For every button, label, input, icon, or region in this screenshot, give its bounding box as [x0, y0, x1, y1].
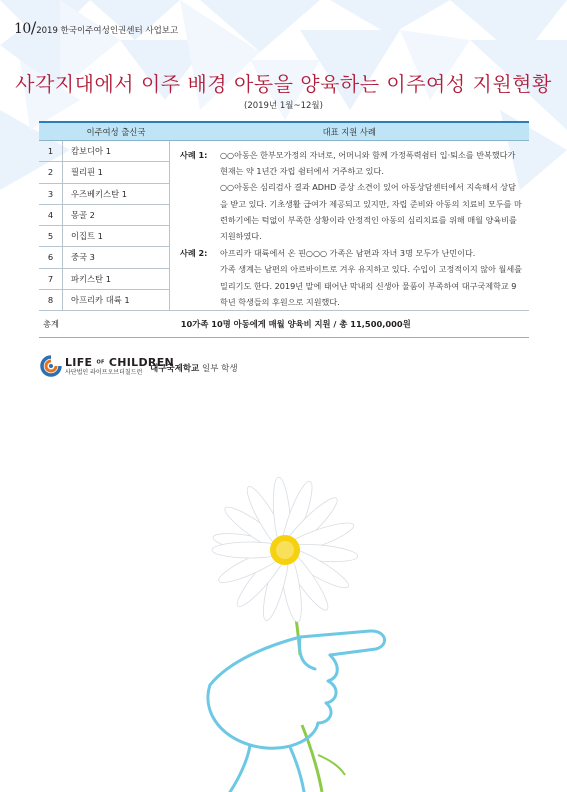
row-country: 아프리카 대륙 1: [63, 289, 170, 310]
row-number: 6: [39, 247, 63, 268]
row-country: 필리핀 1: [63, 162, 170, 183]
sponsor-school: 대구국제학교: [150, 364, 200, 374]
header-cases: 대표 지원 사례: [170, 122, 530, 141]
case-text: 아프리카 대륙에서 온 핀○○○ 가족은 남편과 자녀 3명 모두가 난민이다.: [220, 248, 476, 259]
case-text: ○○아동은 심리검사 결과 ADHD 증상 소견이 있어 아동상담센터에서 지속해서 상담을 받고 있다. 기초생활 급여가 제공되고 있지만, 자립 준비와 아동의 치료비 모두를 마련하기에는 턱없이 부족한 상황이라 안정적인 아동의 심리치료를 위해 매월 양육비를 지원하였다.: [220, 182, 522, 242]
document-period: (2019년 1월~12월): [244, 101, 323, 111]
row-country: 파키스탄 1: [63, 268, 170, 289]
table-header-row: [39, 122, 529, 141]
row-country: 몽골 2: [63, 204, 170, 225]
case-label: 사례 1:: [180, 150, 208, 160]
row-number: 1: [39, 141, 63, 162]
logo-text: LIFE: [65, 355, 93, 369]
row-number: 4: [39, 204, 63, 225]
logo-text-2: CHILDREN: [108, 355, 175, 369]
case-text: ○○아동은 한부모가정의 자녀로, 어머니와 함께 가정폭력쉼터 입·퇴소를 반복했다가 현재는 약 1년간 자립 쉼터에서 거주하고 있다.: [220, 150, 516, 177]
support-table: [39, 121, 529, 338]
case-text: 가족 생계는 남편의 아르바이트로 겨우 유지하고 있다. 수입이 고정적이지 않아 월세를 밀리기도 한다. 2019년 말에 태어난 막내의 신생아 물품이 부족하여 대구국제학교 9학년 학생들의 후원으로 지원했다.: [220, 264, 522, 307]
sponsor-students: 일부 학생: [201, 364, 238, 374]
row-country: 중국 3: [63, 247, 170, 268]
case-2: [180, 245, 523, 310]
row-number: 3: [39, 183, 63, 204]
report-title: 2019 한국이주여성인권센터 사업보고: [36, 26, 179, 36]
logo-korean: 사단법인 라이프오브더칠드런: [65, 368, 143, 376]
page-number: 10: [14, 21, 31, 37]
row-number: 8: [39, 289, 63, 310]
row-number: 7: [39, 268, 63, 289]
case-1: [180, 147, 523, 244]
row-country: 이집트 1: [63, 226, 170, 247]
logo-mark-icon: [40, 355, 62, 377]
total-value: 10가족 10명 아동에게 매월 양육비 지원 / 총 11,500,000원: [63, 311, 530, 338]
document-title: 사각지대에서 이주 배경 아동을 양육하는 이주여성 지원현황: [15, 72, 552, 96]
total-label: 총계: [39, 311, 63, 338]
row-country: 우즈베키스탄 1: [63, 183, 170, 204]
sponsor-line: [150, 362, 238, 374]
row-number: 2: [39, 162, 63, 183]
header-country: 이주여성 출신국: [63, 122, 170, 141]
header-num: [39, 122, 63, 141]
table-total-row: [39, 311, 529, 338]
cases-cell: [170, 141, 530, 311]
case-label: 사례 2:: [180, 248, 208, 259]
page-header: 10/2019 한국이주여성인권센터 사업보고: [14, 18, 179, 37]
logo-text-small: OF: [96, 359, 105, 365]
table-row: [39, 141, 529, 162]
row-country: 캄보디아 1: [63, 141, 170, 162]
row-number: 5: [39, 226, 63, 247]
hand-daisy-illustration: [190, 455, 430, 792]
